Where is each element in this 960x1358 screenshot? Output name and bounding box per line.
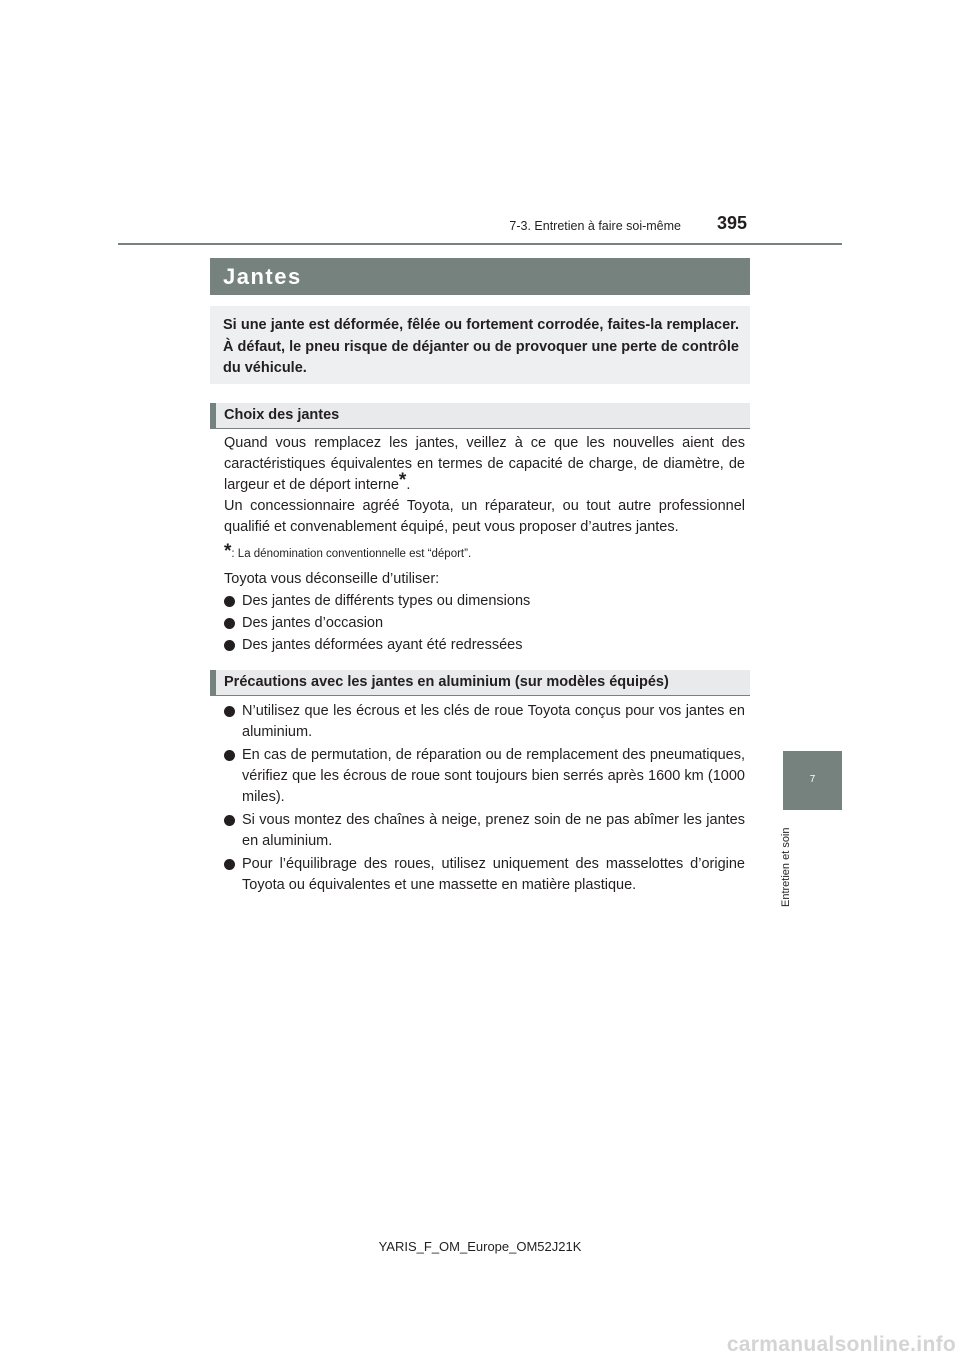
footnote [224,541,471,563]
watermark: carmanualsonline.info [726,1333,956,1356]
list-item [224,745,745,808]
paragraph-end: . [406,477,411,493]
list-item-text: Des jantes d’occasion [242,615,384,631]
list-item-text: Pour l’équilibrage des roues, utilisez uniquement des masselottes d’origine Toyota ou équivalentes et une massette en matière plastique. [242,856,745,893]
list-item [224,635,745,656]
list-item [224,854,745,896]
list-item [224,701,745,743]
list-item-text: Si vous montez des chaînes à neige, prenez soin de ne pas abîmer les jantes en aluminium. [242,812,745,849]
list-item [224,613,745,634]
bullet-icon [224,859,235,870]
page-number: 395 [716,213,748,233]
page-title: Jantes [223,264,302,289]
footnote-text: : La dénomination conventionnelle est “déport”. [231,548,472,560]
chapter-tab[interactable] [783,751,842,810]
bullet-icon [224,596,235,607]
list-item-text: Des jantes déformées ayant été redressées [242,637,523,653]
intro-text: Si une jante est déformée, fêlée ou fortement corrodée, faites-la remplacer. À défaut, le pneu risque de déjanter ou de provoquer une perte de contrôle du véhicule. [223,317,739,376]
section-heading-aluminum-precautions [210,670,750,696]
chapter-number: 7 [809,774,816,785]
chapter-label: Entretien et soin [780,827,792,907]
bullet-icon [224,706,235,717]
bullet-list-not-recommended [224,591,745,656]
header-section-title: 7-3. Entretien à faire soi-même [509,219,681,233]
page-title-bar [210,258,750,295]
section-heading-text: Choix des jantes [224,407,340,423]
paragraph-text: Quand vous remplacez les jantes, veillez à ce que les nouvelles aient des caractéristiques équivalentes en termes de capacité de charge, de diamètre, de largeur et de déport interne [224,435,745,493]
bullet-list-aluminum [224,701,745,896]
paragraph-lead: Toyota vous déconseille d’utiliser: [224,571,440,587]
header-divider [118,243,842,245]
intro-box [210,306,750,384]
list-item-text: En cas de permutation, de réparation ou de remplacement des pneumatiques, vérifiez que les écrous de roue sont toujours bien serrés après 1600 km (1000 miles). [242,747,745,805]
document-code: YARIS_F_OM_Europe_OM52J21K [378,1239,582,1254]
list-item [224,591,745,612]
section-heading-wheel-choice [210,403,750,429]
section-heading-text: Précautions avec les jantes en aluminium (sur modèles équipés) [224,674,669,690]
bullet-icon [224,815,235,826]
list-item [224,810,745,852]
paragraph-dealer: Un concessionnaire agréé Toyota, un réparateur, ou tout autre professionnel qualifié et convenablement équipé, peut vous proposer d’autres jantes. [224,498,745,535]
bullet-icon [224,750,235,761]
bullet-icon [224,640,235,651]
asterisk-mark: * [398,470,407,491]
footnote-asterisk: * [224,541,232,562]
list-item-text: Des jantes de différents types ou dimensions [242,593,531,609]
bullet-icon [224,618,235,629]
paragraph-wheel-specs [224,433,745,496]
list-item-text: N’utilisez que les écrous et les clés de roue Toyota conçus pour vos jantes en aluminium. [242,703,745,740]
